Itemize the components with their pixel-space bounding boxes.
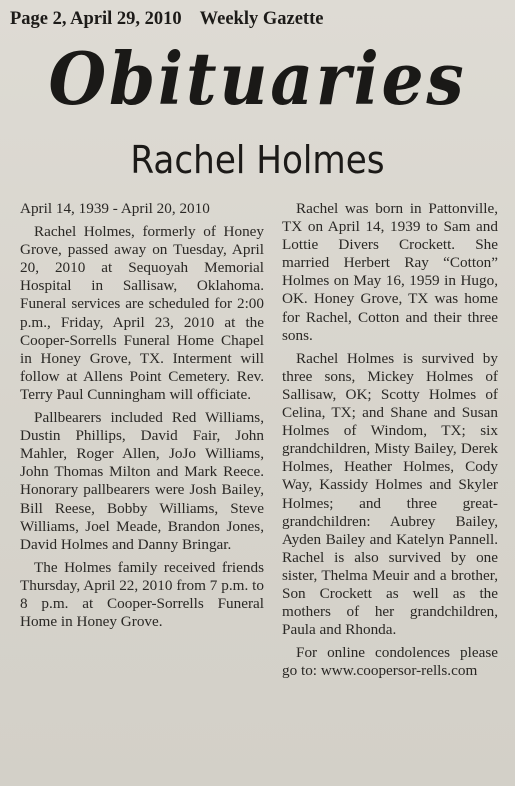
page-date: Page 2, April 29, 2010 [10, 9, 182, 29]
masthead [10, 9, 323, 30]
section-title: Obituaries [48, 36, 467, 121]
obituary-paragraph-biography: Rachel was born in Pattonville, TX on April 14, 1939 to Sam and Lottie Divers Crockett. She married Herbert Ray “Cotton” Holmes on May 16, 1959 in Hugo, OK. Honey Grove, TX was home for Rachel, Cotton and their three sons. [282, 200, 498, 344]
right-column [282, 200, 498, 685]
obituary-paragraph-visitation: The Holmes family received friends Thursday, April 22, 2010 from 7 p.m. to 8 p.m. at Cooper-Sorrells Funeral Home in Honey Grove. [20, 558, 264, 631]
paper-name: Weekly Gazette [199, 9, 324, 29]
life-dates: April 14, 1939 - April 20, 2010 [20, 200, 210, 217]
deceased-name: Rachel Holmes [130, 138, 385, 182]
obituary-paragraph-condolences: For online condolences please go to: www.coopersor-rells.com [282, 644, 498, 680]
obituary-paragraph-pallbearers: Pallbearers included Red Williams, Dustin Phillips, David Fair, John Mahler, Roger Allen, JoJo Williams, John Thomas Milton and Mark Reece. Honorary pallbearers were Josh Bailey, Bill Reese, Bobby Williams, Steve Williams, Joel Meade, Brandon Jones, David Holmes and Danny Bringar. [20, 409, 264, 553]
obituary-paragraph-survivors: Rachel Holmes is survived by three sons, Mickey Holmes of Sallisaw, OK; Scotty Holmes of Celina, TX; and Shane and Susan Holmes of Windom, TX; six grandchildren, Misty Bailey, Derek Holmes, Heather Holmes, Cody Way, Kassidy Holmes and Skyler Holmes; and three great-grandchildren: Aubrey Bailey, Ayden Bailey and Katelyn Pannell. Rachel is also survived by one sister, Thelma Meuir and a brother, Son Crockett as well as the mothers of her grandchildren, Paula and Rhonda. [282, 349, 498, 639]
left-column [20, 200, 264, 636]
obituary-paragraph-services: Rachel Holmes, formerly of Honey Grove, passed away on Tuesday, April 20, 2010 at Sequoyah Memorial Hospital in Sallisaw, Oklahoma. Funeral services are scheduled for 2:00 p.m., Friday, April 23, 2010 at the Cooper-Sorrells Funeral Home Chapel in Honey Grove, TX. Interment will follow at Allens Point Cemetery. Rev. Terry Paul Cunningham will officiate. [20, 223, 264, 403]
